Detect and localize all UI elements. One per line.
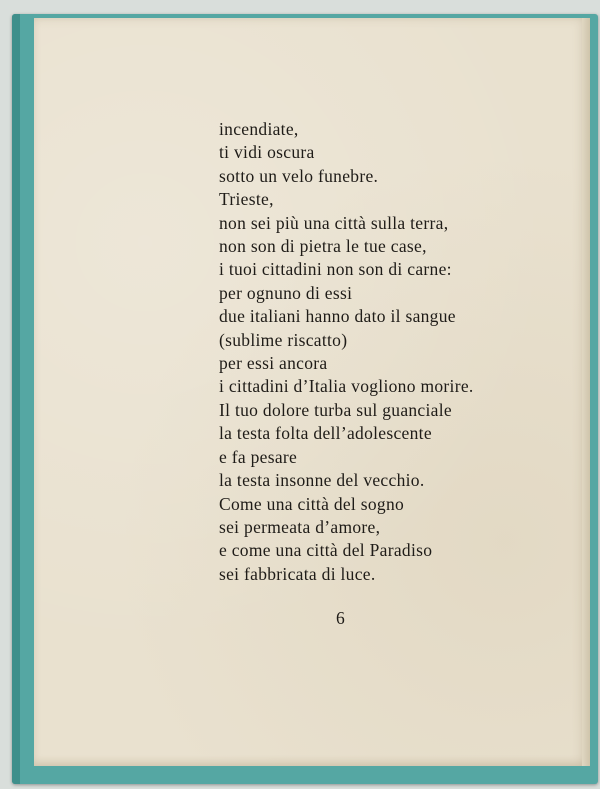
poem-line: sotto un velo funebre. xyxy=(219,165,379,186)
poem-line: per essi ancora xyxy=(219,353,328,374)
poem-line: Il tuo dolore turba sul guanciale xyxy=(219,399,452,420)
poem-line: per ognuno di essi xyxy=(219,282,353,303)
poem-line: i tuoi cittadini non son di carne: xyxy=(219,259,452,280)
page-stack-edge xyxy=(582,18,590,766)
poem-line: sei permeata d’amore, xyxy=(219,516,381,537)
poem-line: Come una città del sogno xyxy=(219,493,405,514)
poem-line: i cittadini d’Italia vogliono morire. xyxy=(219,376,474,397)
poem-line: ti vidi oscura xyxy=(219,142,315,163)
poem-line: non sei più una città sulla terra, xyxy=(219,212,449,233)
poem-line: la testa folta dell’adolescente xyxy=(219,423,432,444)
poem-line: non son di pietra le tue case, xyxy=(219,236,427,257)
poem-text xyxy=(219,118,474,586)
book-spine-edge xyxy=(12,14,20,784)
poem-line: e come una città del Paradiso xyxy=(219,540,433,561)
poem-line: e fa pesare xyxy=(219,446,298,467)
poem-line: sei fabbricata di luce. xyxy=(219,563,376,584)
poem-line: (sublime riscatto) xyxy=(219,329,348,350)
poem-line: Trieste, xyxy=(219,189,274,210)
page-number: 6 xyxy=(336,608,345,628)
poem-line: la testa insonne del vecchio. xyxy=(219,470,425,491)
poem-line: incendiate, xyxy=(219,119,299,139)
poem-line: due italiani hanno dato il sangue xyxy=(219,306,456,327)
